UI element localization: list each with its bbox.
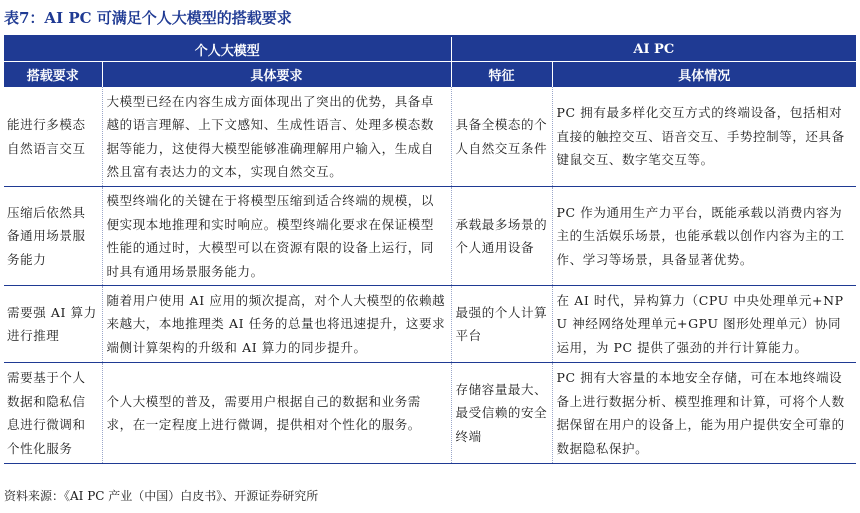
cell-feature: 承载最多场景的个人通用设备 <box>451 187 552 286</box>
table-title: 表7：AI PC 可满足个人大模型的搭载要求 <box>4 9 292 27</box>
cell-feature: 最强的个人计算平台 <box>451 286 552 363</box>
cell-detail: 大模型已经在内容生成方面体现出了突出的优势，具备卓越的语言理解、上下文感知、生成性语言、处理多模态数据等能力，这使得大模型能够准确理解用户输入，生成自然且富有表达力的文本，实现自然交互。 <box>102 87 451 187</box>
column-header-row <box>4 62 856 88</box>
cell-situation: PC 拥有大容量的本地安全存储，可在本地终端设备上进行数据分析、模型推理和计算，可将个人数据保留在用户的设备上，能为用户提供安全可靠的数据隐私保护。 <box>552 363 856 464</box>
group-header-personal-model: 个人大模型 <box>4 37 451 62</box>
table-row <box>4 286 856 363</box>
group-header-row <box>4 37 856 62</box>
cell-detail: 个人大模型的普及，需要用户根据自己的数据和业务需求，在一定程度上进行微调，提供相对个性化的服务。 <box>102 363 451 464</box>
cell-requirement: 需要强 AI 算力进行推理 <box>4 286 102 363</box>
table-row <box>4 87 856 187</box>
table-row <box>4 363 856 464</box>
col-header-requirement: 搭载要求 <box>4 62 102 88</box>
col-header-detail: 具体要求 <box>102 62 451 88</box>
group-header-ai-pc: AI PC <box>451 37 856 62</box>
cell-detail: 模型终端化的关键在于将模型压缩到适合终端的规模，以便实现本地推理和实时响应。模型终端化要求在保证模型性能的通过时，大模型可以在资源有限的设备上运行，同时具有通用场景服务能力。 <box>102 187 451 286</box>
col-header-feature: 特征 <box>451 62 552 88</box>
col-header-situation: 具体情况 <box>552 62 856 88</box>
cell-requirement: 需要基于个人数据和隐私信息进行微调和个性化服务 <box>4 363 102 464</box>
cell-situation: PC 拥有最多样化交互方式的终端设备，包括相对直接的触控交互、语音交互、手势控制等，还具备键鼠交互、数字笔交互等。 <box>552 87 856 187</box>
table-row <box>4 187 856 286</box>
cell-requirement: 压缩后依然具备通用场景服务能力 <box>4 187 102 286</box>
requirements-table <box>4 37 856 464</box>
cell-detail: 随着用户使用 AI 应用的频次提高，对个人大模型的依赖越来越大，本地推理类 AI 任务的总量也将迅速提升，这要求端侧计算架构的升级和 AI 算力的同步提升。 <box>102 286 451 363</box>
cell-feature: 存储容量最大、最受信赖的安全终端 <box>451 363 552 464</box>
source-note: 资料来源：《AI PC 产业（中国）白皮书》、开源证券研究所 <box>4 489 319 503</box>
cell-requirement: 能进行多模态自然语言交互 <box>4 87 102 187</box>
cell-situation: 在 AI 时代，异构算力（CPU 中央处理单元+NPU 神经网络处理单元+GPU 图形处理单元）协同运用，为 PC 提供了强劲的并行计算能力。 <box>552 286 856 363</box>
cell-situation: PC 作为通用生产力平台，既能承载以消费内容为主的生活娱乐场景，也能承载以创作内容为主的工作、学习等场景，具备显著优势。 <box>552 187 856 286</box>
cell-feature: 具备全模态的个人自然交互条件 <box>451 87 552 187</box>
